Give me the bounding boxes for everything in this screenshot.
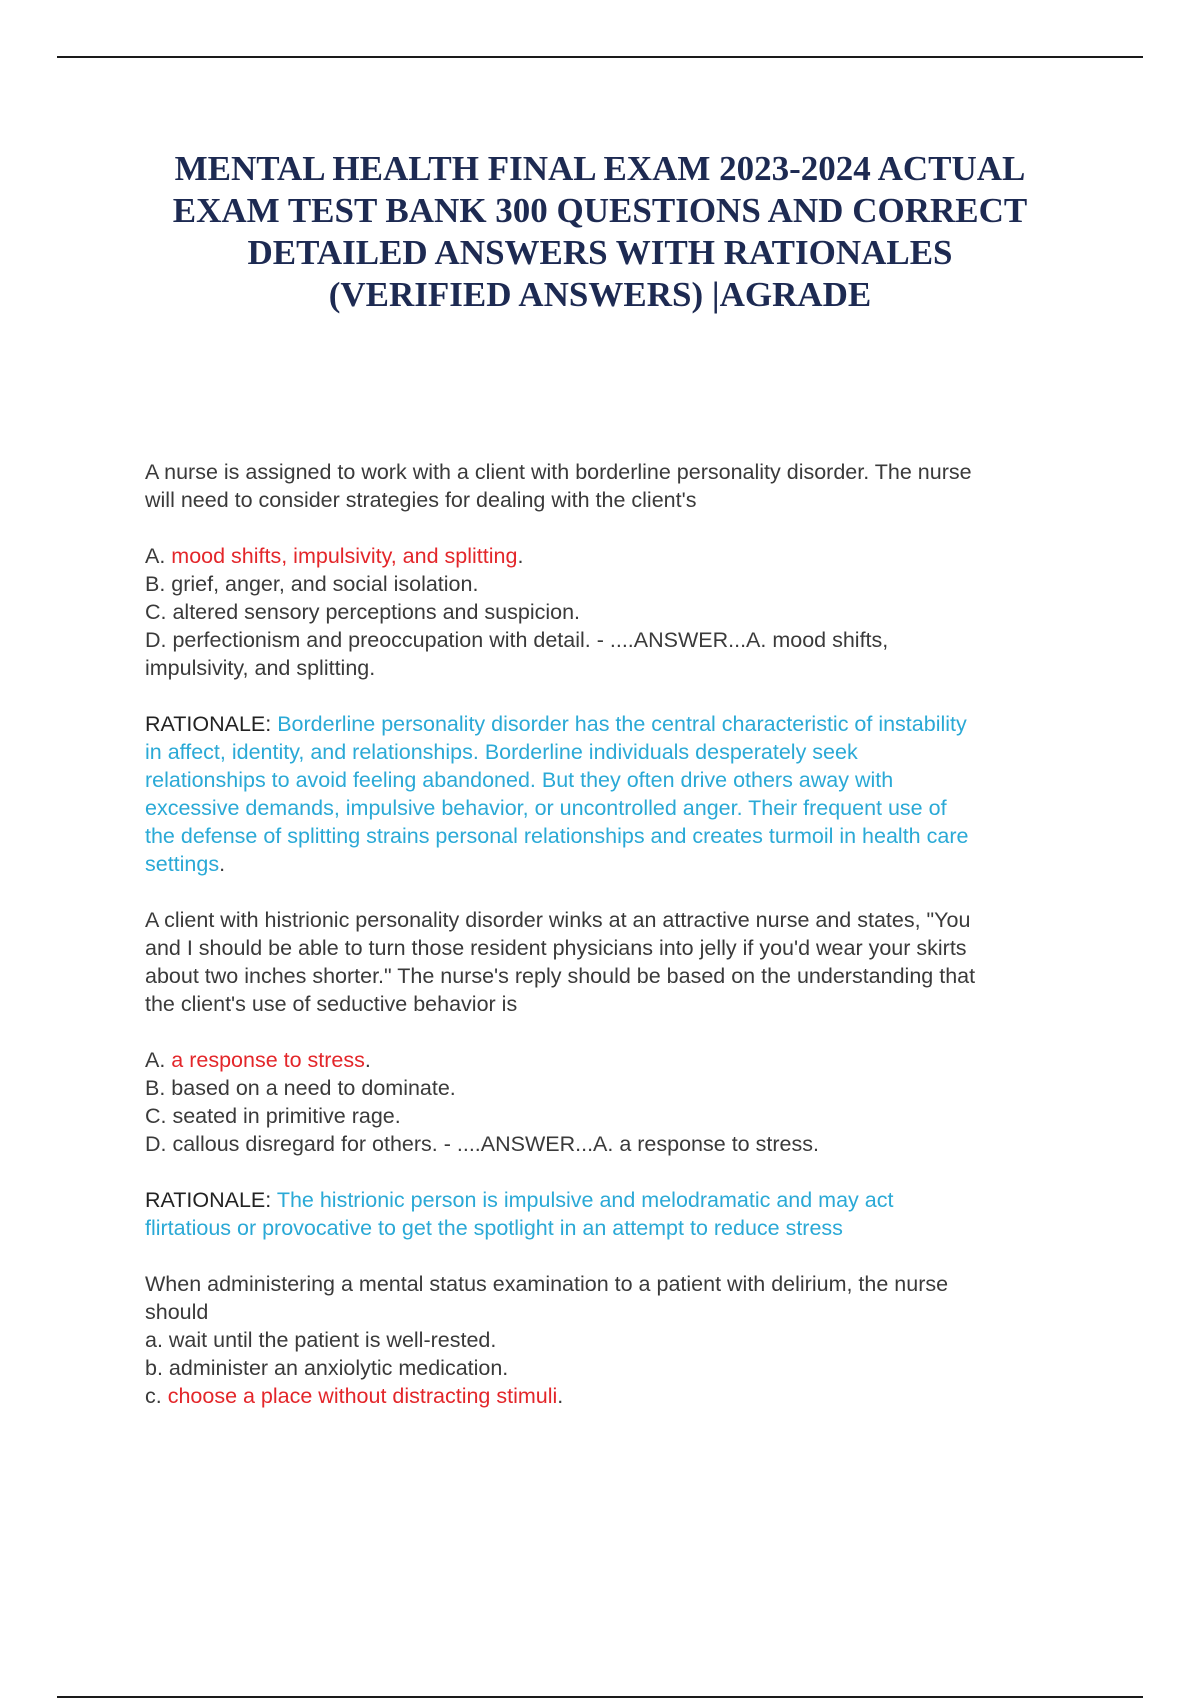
question-3-option-c: c. choose a place without distracting stimuli. (145, 1384, 564, 1408)
question-2-stem: A client with histrionic personality disorder winks at an attractive nurse and states, "You and I should be able to turn those resident physicians into jelly if you'd wear your skirts about two inches shorter." The nurse's reply should be based on the understanding that the client's use of seductive behavior is (145, 908, 976, 1016)
bottom-rule (57, 1696, 1143, 1698)
correct-answer: a response to stress (171, 1048, 365, 1072)
rationale-label: RATIONALE: (145, 712, 278, 736)
rationale-label: RATIONALE: (145, 1188, 277, 1212)
question-2-option-c: C. seated in primitive rage. (145, 1104, 401, 1128)
correct-answer: choose a place without distracting stimuli (167, 1384, 558, 1408)
question-3-option-b: b. administer an anxiolytic medication. (145, 1356, 509, 1380)
top-rule (57, 56, 1143, 58)
question-1-rationale: RATIONALE: Borderline personality disorder has the central characteristic of instability in affect, identity, and relationships. Borderline individuals desperately seek relationships to avoid feeling abandoned. But they often drive others away with excessive demands, impulsive behavior, or uncontrolled anger. Their frequent use of the defense of splitting strains personal relationships and creates turmoil in health care settings. (145, 712, 969, 876)
question-2-option-d: D. callous disregard for others. - ....ANSWER...A. a response to stress. (145, 1132, 819, 1156)
question-1-option-b: B. grief, anger, and social isolation. (145, 572, 479, 596)
question-1-option-d: D. perfectionism and preoccupation with detail. - ....ANSWER...A. mood shifts, impulsivity, and splitting. (145, 628, 889, 680)
question-3 (145, 1270, 1085, 1410)
document-body (145, 458, 1085, 1410)
question-1 (145, 458, 1085, 878)
correct-answer: mood shifts, impulsivity, and splitting (171, 544, 518, 568)
question-1-option-a: A. mood shifts, impulsivity, and splitting. (145, 544, 524, 568)
title-line-4: (VERIFIED ANSWERS) |AGRADE (328, 275, 872, 314)
question-2-option-b: B. based on a need to dominate. (145, 1076, 456, 1100)
question-2-rationale: RATIONALE: The histrionic person is impulsive and melodramatic and may act flirtatious or provocative to get the spotlight in an attempt to reduce stress (145, 1188, 894, 1240)
document-title (130, 148, 1070, 316)
title-line-2: EXAM TEST BANK 300 QUESTIONS AND CORRECT (172, 191, 1028, 230)
title-line-1: MENTAL HEALTH FINAL EXAM 2023-2024 ACTUAL (174, 149, 1026, 188)
question-2-option-a: A. a response to stress. (145, 1048, 371, 1072)
question-1-stem: A nurse is assigned to work with a client with borderline personality disorder. The nurse will need to consider strategies for dealing with the client's (145, 460, 972, 512)
question-3-stem: When administering a mental status examination to a patient with delirium, the nurse should (145, 1272, 949, 1324)
title-line-3: DETAILED ANSWERS WITH RATIONALES (247, 233, 953, 272)
question-3-option-a: a. wait until the patient is well-rested. (145, 1328, 497, 1352)
question-1-option-c: C. altered sensory perceptions and suspicion. (145, 600, 581, 624)
question-2 (145, 906, 1085, 1242)
